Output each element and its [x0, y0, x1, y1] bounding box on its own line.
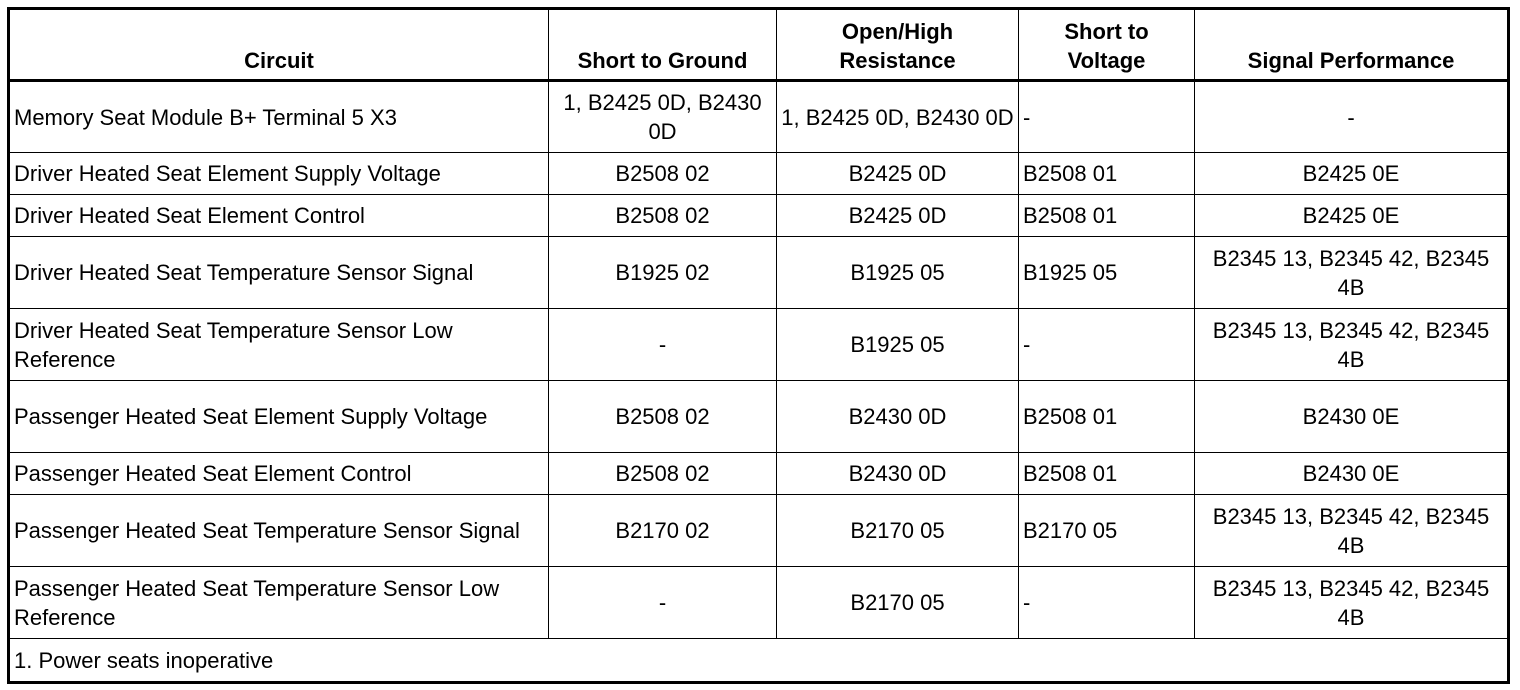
table-row	[9, 237, 1509, 309]
short-to-voltage-cell: -	[1019, 309, 1195, 381]
open-high-resistance-cell: B2430 0D	[777, 453, 1019, 495]
table-row	[9, 195, 1509, 237]
table-row	[9, 567, 1509, 639]
short-to-ground-cell: B2508 02	[549, 453, 777, 495]
short-to-voltage-cell: B2508 01	[1019, 453, 1195, 495]
dtc-table	[7, 7, 1510, 684]
short-to-ground-cell: B2170 02	[549, 495, 777, 567]
signal-performance-cell: B2425 0E	[1195, 195, 1509, 237]
short-to-voltage-cell: B1925 05	[1019, 237, 1195, 309]
table-row	[9, 153, 1509, 195]
signal-performance-cell: B2345 13, B2345 42, B2345 4B	[1195, 237, 1509, 309]
circuit-cell: Driver Heated Seat Element Supply Voltage	[9, 153, 549, 195]
circuit-cell: Memory Seat Module B+ Terminal 5 X3	[9, 81, 549, 153]
header-signal-performance: Signal Performance	[1195, 9, 1509, 81]
open-high-resistance-cell: B1925 05	[777, 237, 1019, 309]
open-high-resistance-cell: 1, B2425 0D, B2430 0D	[777, 81, 1019, 153]
short-to-voltage-cell: -	[1019, 81, 1195, 153]
signal-performance-cell: B2345 13, B2345 42, B2345 4B	[1195, 567, 1509, 639]
signal-performance-cell: B2430 0E	[1195, 381, 1509, 453]
table-row	[9, 309, 1509, 381]
short-to-ground-cell: -	[549, 309, 777, 381]
circuit-cell: Passenger Heated Seat Element Control	[9, 453, 549, 495]
open-high-resistance-cell: B2430 0D	[777, 381, 1019, 453]
circuit-cell: Passenger Heated Seat Temperature Sensor Signal	[9, 495, 549, 567]
header-circuit: Circuit	[9, 9, 549, 81]
short-to-voltage-cell: B2170 05	[1019, 495, 1195, 567]
footnote-row	[9, 639, 1509, 683]
circuit-cell: Passenger Heated Seat Element Supply Voltage	[9, 381, 549, 453]
signal-performance-cell: B2345 13, B2345 42, B2345 4B	[1195, 495, 1509, 567]
circuit-cell: Passenger Heated Seat Temperature Sensor Low Reference	[9, 567, 549, 639]
footnote: 1. Power seats inoperative	[9, 639, 1509, 683]
circuit-cell: Driver Heated Seat Element Control	[9, 195, 549, 237]
open-high-resistance-cell: B2170 05	[777, 495, 1019, 567]
table-row	[9, 81, 1509, 153]
table-row	[9, 453, 1509, 495]
circuit-cell: Driver Heated Seat Temperature Sensor Low Reference	[9, 309, 549, 381]
short-to-ground-cell: -	[549, 567, 777, 639]
header-short-to-ground: Short to Ground	[549, 9, 777, 81]
table-row	[9, 495, 1509, 567]
short-to-ground-cell: B2508 02	[549, 195, 777, 237]
short-to-voltage-cell: B2508 01	[1019, 153, 1195, 195]
short-to-ground-cell: B2508 02	[549, 153, 777, 195]
open-high-resistance-cell: B1925 05	[777, 309, 1019, 381]
signal-performance-cell: B2425 0E	[1195, 153, 1509, 195]
short-to-ground-cell: 1, B2425 0D, B2430 0D	[549, 81, 777, 153]
signal-performance-cell: B2430 0E	[1195, 453, 1509, 495]
header-short-to-voltage: Short to Voltage	[1019, 9, 1195, 81]
short-to-voltage-cell: -	[1019, 567, 1195, 639]
header-row	[9, 9, 1509, 81]
short-to-ground-cell: B2508 02	[549, 381, 777, 453]
circuit-cell: Driver Heated Seat Temperature Sensor Signal	[9, 237, 549, 309]
open-high-resistance-cell: B2425 0D	[777, 195, 1019, 237]
header-open-high-resistance: Open/High Resistance	[777, 9, 1019, 81]
short-to-voltage-cell: B2508 01	[1019, 195, 1195, 237]
short-to-ground-cell: B1925 02	[549, 237, 777, 309]
open-high-resistance-cell: B2170 05	[777, 567, 1019, 639]
signal-performance-cell: B2345 13, B2345 42, B2345 4B	[1195, 309, 1509, 381]
open-high-resistance-cell: B2425 0D	[777, 153, 1019, 195]
table-row	[9, 381, 1509, 453]
short-to-voltage-cell: B2508 01	[1019, 381, 1195, 453]
signal-performance-cell: -	[1195, 81, 1509, 153]
